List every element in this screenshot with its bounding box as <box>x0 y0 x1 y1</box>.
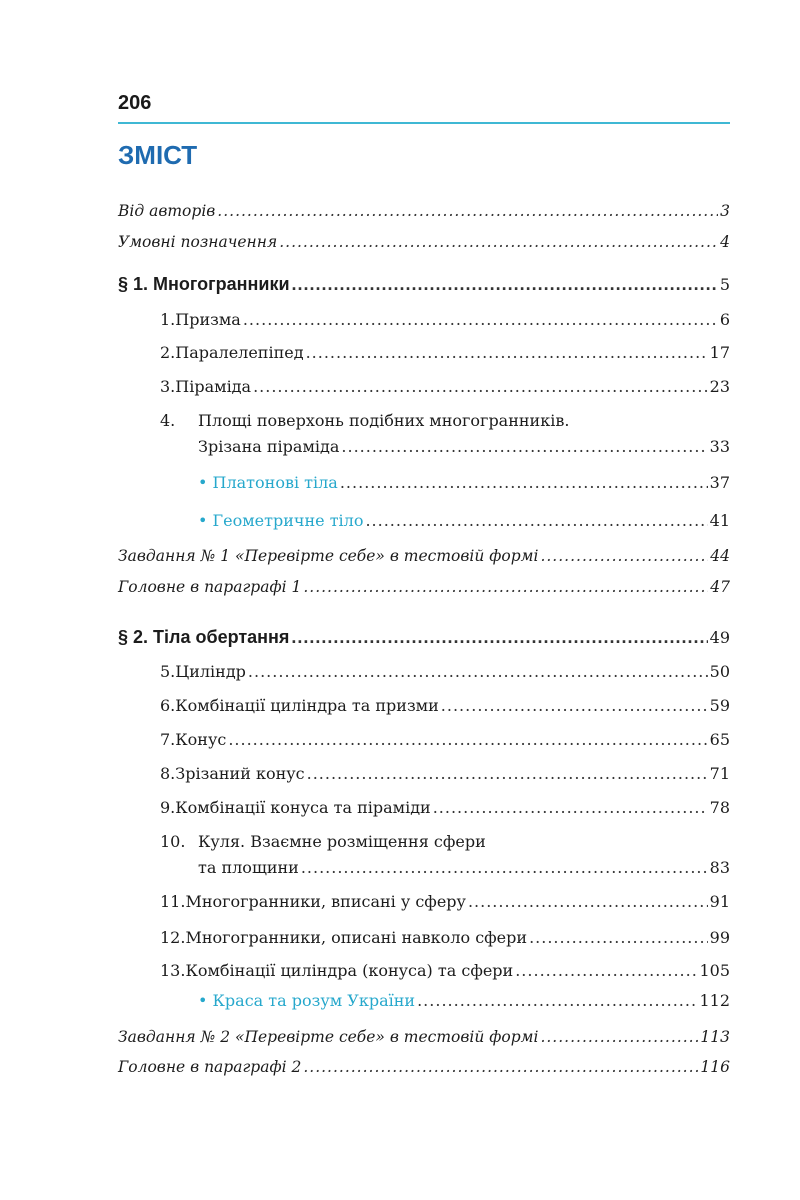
toc-entry-number: 5. <box>160 662 176 681</box>
leader-dots <box>540 1027 698 1047</box>
leader-dots <box>248 662 708 682</box>
toc-entry-label: Завдання № 1 «Перевірте себе» в тестовій формі <box>118 547 539 565</box>
toc-entry-label: Многогранники, вписані у сферу <box>185 892 466 911</box>
toc-entry-1[interactable] <box>160 310 730 330</box>
toc-entry-5[interactable] <box>160 662 730 682</box>
toc-entry-label: Комбінації конуса та піраміди <box>175 798 431 817</box>
toc-entry-from-authors[interactable] <box>118 201 730 221</box>
toc-entry-label: Зрізаний конус <box>175 764 305 783</box>
toc-entry-page: 113 <box>700 1028 730 1046</box>
leader-dots <box>301 858 708 878</box>
leader-dots <box>433 798 708 818</box>
table-of-contents <box>118 0 730 1200</box>
toc-entry-11[interactable] <box>160 892 730 912</box>
toc-entry-page: 65 <box>709 730 730 749</box>
toc-entry-number: 2. <box>160 343 176 362</box>
leader-dots <box>365 511 707 531</box>
toc-entry-page: 59 <box>709 696 730 715</box>
toc-entry-label: Від авторів <box>118 202 216 220</box>
toc-entry-page: 112 <box>699 991 730 1010</box>
toc-entry-task-1[interactable] <box>118 546 730 566</box>
toc-entry-page: 5 <box>719 275 730 294</box>
leader-dots <box>292 274 718 294</box>
toc-entry-legend[interactable] <box>118 232 730 252</box>
leader-dots <box>279 232 718 252</box>
toc-section-label: § 2. Тіла обертання <box>118 627 290 647</box>
toc-entry-page: 41 <box>709 511 730 530</box>
toc-entry-number: 11. <box>160 892 186 911</box>
toc-bullet-geometric-body[interactable] <box>198 511 730 531</box>
leader-dots <box>291 627 707 647</box>
toc-entry-page: 17 <box>709 343 730 362</box>
leader-dots <box>340 473 708 493</box>
toc-bullet-beauty-and-mind[interactable] <box>198 991 730 1011</box>
toc-entry-label: Комбінації циліндра та призми <box>175 696 439 715</box>
toc-entry-label: Завдання № 2 «Перевірте себе» в тестовій формі <box>118 1028 539 1046</box>
toc-entry-page: 37 <box>709 473 730 492</box>
toc-entry-page: 78 <box>709 798 730 817</box>
toc-entry-label: • Краса та розум України <box>198 991 416 1010</box>
toc-entry-10-line1[interactable] <box>160 832 730 852</box>
toc-entry-label: • Платонові тіла <box>198 473 338 492</box>
toc-entry-page: 71 <box>709 764 730 783</box>
toc-entry-number: 1. <box>160 310 176 329</box>
toc-entry-label: Площі поверхонь подібних многогранників. <box>198 411 570 430</box>
toc-entry-label: та площини <box>198 858 299 877</box>
toc-entry-summary-2[interactable] <box>118 1057 730 1077</box>
toc-entry-page: 44 <box>710 547 730 565</box>
page-title: ЗМІСТ <box>118 140 198 170</box>
toc-entry-page: 33 <box>709 437 730 456</box>
toc-entry-page: 47 <box>710 578 730 596</box>
toc-entry-12[interactable] <box>160 928 730 948</box>
toc-entry-label: Паралелепіпед <box>175 343 304 362</box>
leader-dots <box>253 377 708 397</box>
toc-entry-number: 6. <box>160 696 176 715</box>
toc-entry-label: Зрізана піраміда <box>198 437 340 456</box>
leader-dots <box>228 730 707 750</box>
toc-entry-page: 91 <box>709 892 730 911</box>
toc-entry-page: 23 <box>709 377 730 396</box>
toc-entry-page: 99 <box>709 928 730 947</box>
toc-entry-7[interactable] <box>160 730 730 750</box>
toc-section-label: § 1. Многогранники <box>118 274 290 294</box>
leader-dots <box>341 437 707 457</box>
toc-entry-number: 13. <box>160 961 186 980</box>
toc-entry-3[interactable] <box>160 377 730 397</box>
toc-entry-task-2[interactable] <box>118 1027 730 1047</box>
toc-entry-label: Призма <box>175 310 241 329</box>
leader-dots <box>303 1057 698 1077</box>
toc-section-1[interactable] <box>118 274 730 295</box>
toc-entry-label: Многогранники, описані навколо сфери <box>185 928 528 947</box>
leader-dots <box>303 577 708 597</box>
toc-entry-4-line1[interactable] <box>160 411 730 431</box>
toc-entry-label: Куля. Взаємне розміщення сфери <box>198 832 486 851</box>
toc-entry-label: Комбінації циліндра (конуса) та сфери <box>185 961 514 980</box>
toc-entry-page: 6 <box>719 310 730 329</box>
toc-entry-label: Умовні позначення <box>118 233 278 251</box>
toc-bullet-platonic-solids[interactable] <box>198 473 730 493</box>
toc-entry-page: 49 <box>709 628 730 647</box>
toc-entry-page: 3 <box>720 202 730 220</box>
toc-entry-label: Головне в параграфі 1 <box>118 578 302 596</box>
toc-section-2[interactable] <box>118 627 730 648</box>
toc-entry-number: 9. <box>160 798 176 817</box>
leader-dots <box>243 310 718 330</box>
leader-dots <box>515 961 697 981</box>
leader-dots <box>441 696 708 716</box>
leader-dots <box>468 892 708 912</box>
toc-entry-label: Головне в параграфі 2 <box>118 1058 302 1076</box>
toc-entry-label: Конус <box>175 730 227 749</box>
toc-entry-8[interactable] <box>160 764 730 784</box>
toc-entry-page: 50 <box>709 662 730 681</box>
toc-entry-page: 83 <box>709 858 730 877</box>
toc-entry-9[interactable] <box>160 798 730 818</box>
leader-dots <box>306 343 708 363</box>
toc-entry-label: Циліндр <box>175 662 246 681</box>
toc-entry-number: 10. <box>160 832 186 851</box>
toc-entry-number: 7. <box>160 730 176 749</box>
leader-dots <box>529 928 708 948</box>
toc-entry-number: 3. <box>160 377 176 396</box>
toc-entry-label: • Геометричне тіло <box>198 511 364 530</box>
leader-dots <box>217 201 718 221</box>
toc-entry-13[interactable] <box>160 961 730 981</box>
leader-dots <box>307 764 708 784</box>
toc-entry-number: 12. <box>160 928 186 947</box>
toc-entry-page: 116 <box>700 1058 730 1076</box>
toc-entry-2[interactable] <box>160 343 730 363</box>
toc-entry-summary-1[interactable] <box>118 577 730 597</box>
toc-entry-10[interactable] <box>198 858 730 878</box>
toc-entry-page: 105 <box>699 961 730 980</box>
toc-entry-6[interactable] <box>160 696 730 716</box>
leader-dots <box>540 546 708 566</box>
toc-entry-page: 4 <box>720 233 730 251</box>
toc-entry-number: 8. <box>160 764 176 783</box>
toc-entry-number: 4. <box>160 411 176 430</box>
leader-dots <box>417 991 697 1011</box>
page-number: 206 <box>118 92 152 114</box>
toc-entry-label: Піраміда <box>175 377 252 396</box>
toc-entry-4[interactable] <box>198 437 730 457</box>
